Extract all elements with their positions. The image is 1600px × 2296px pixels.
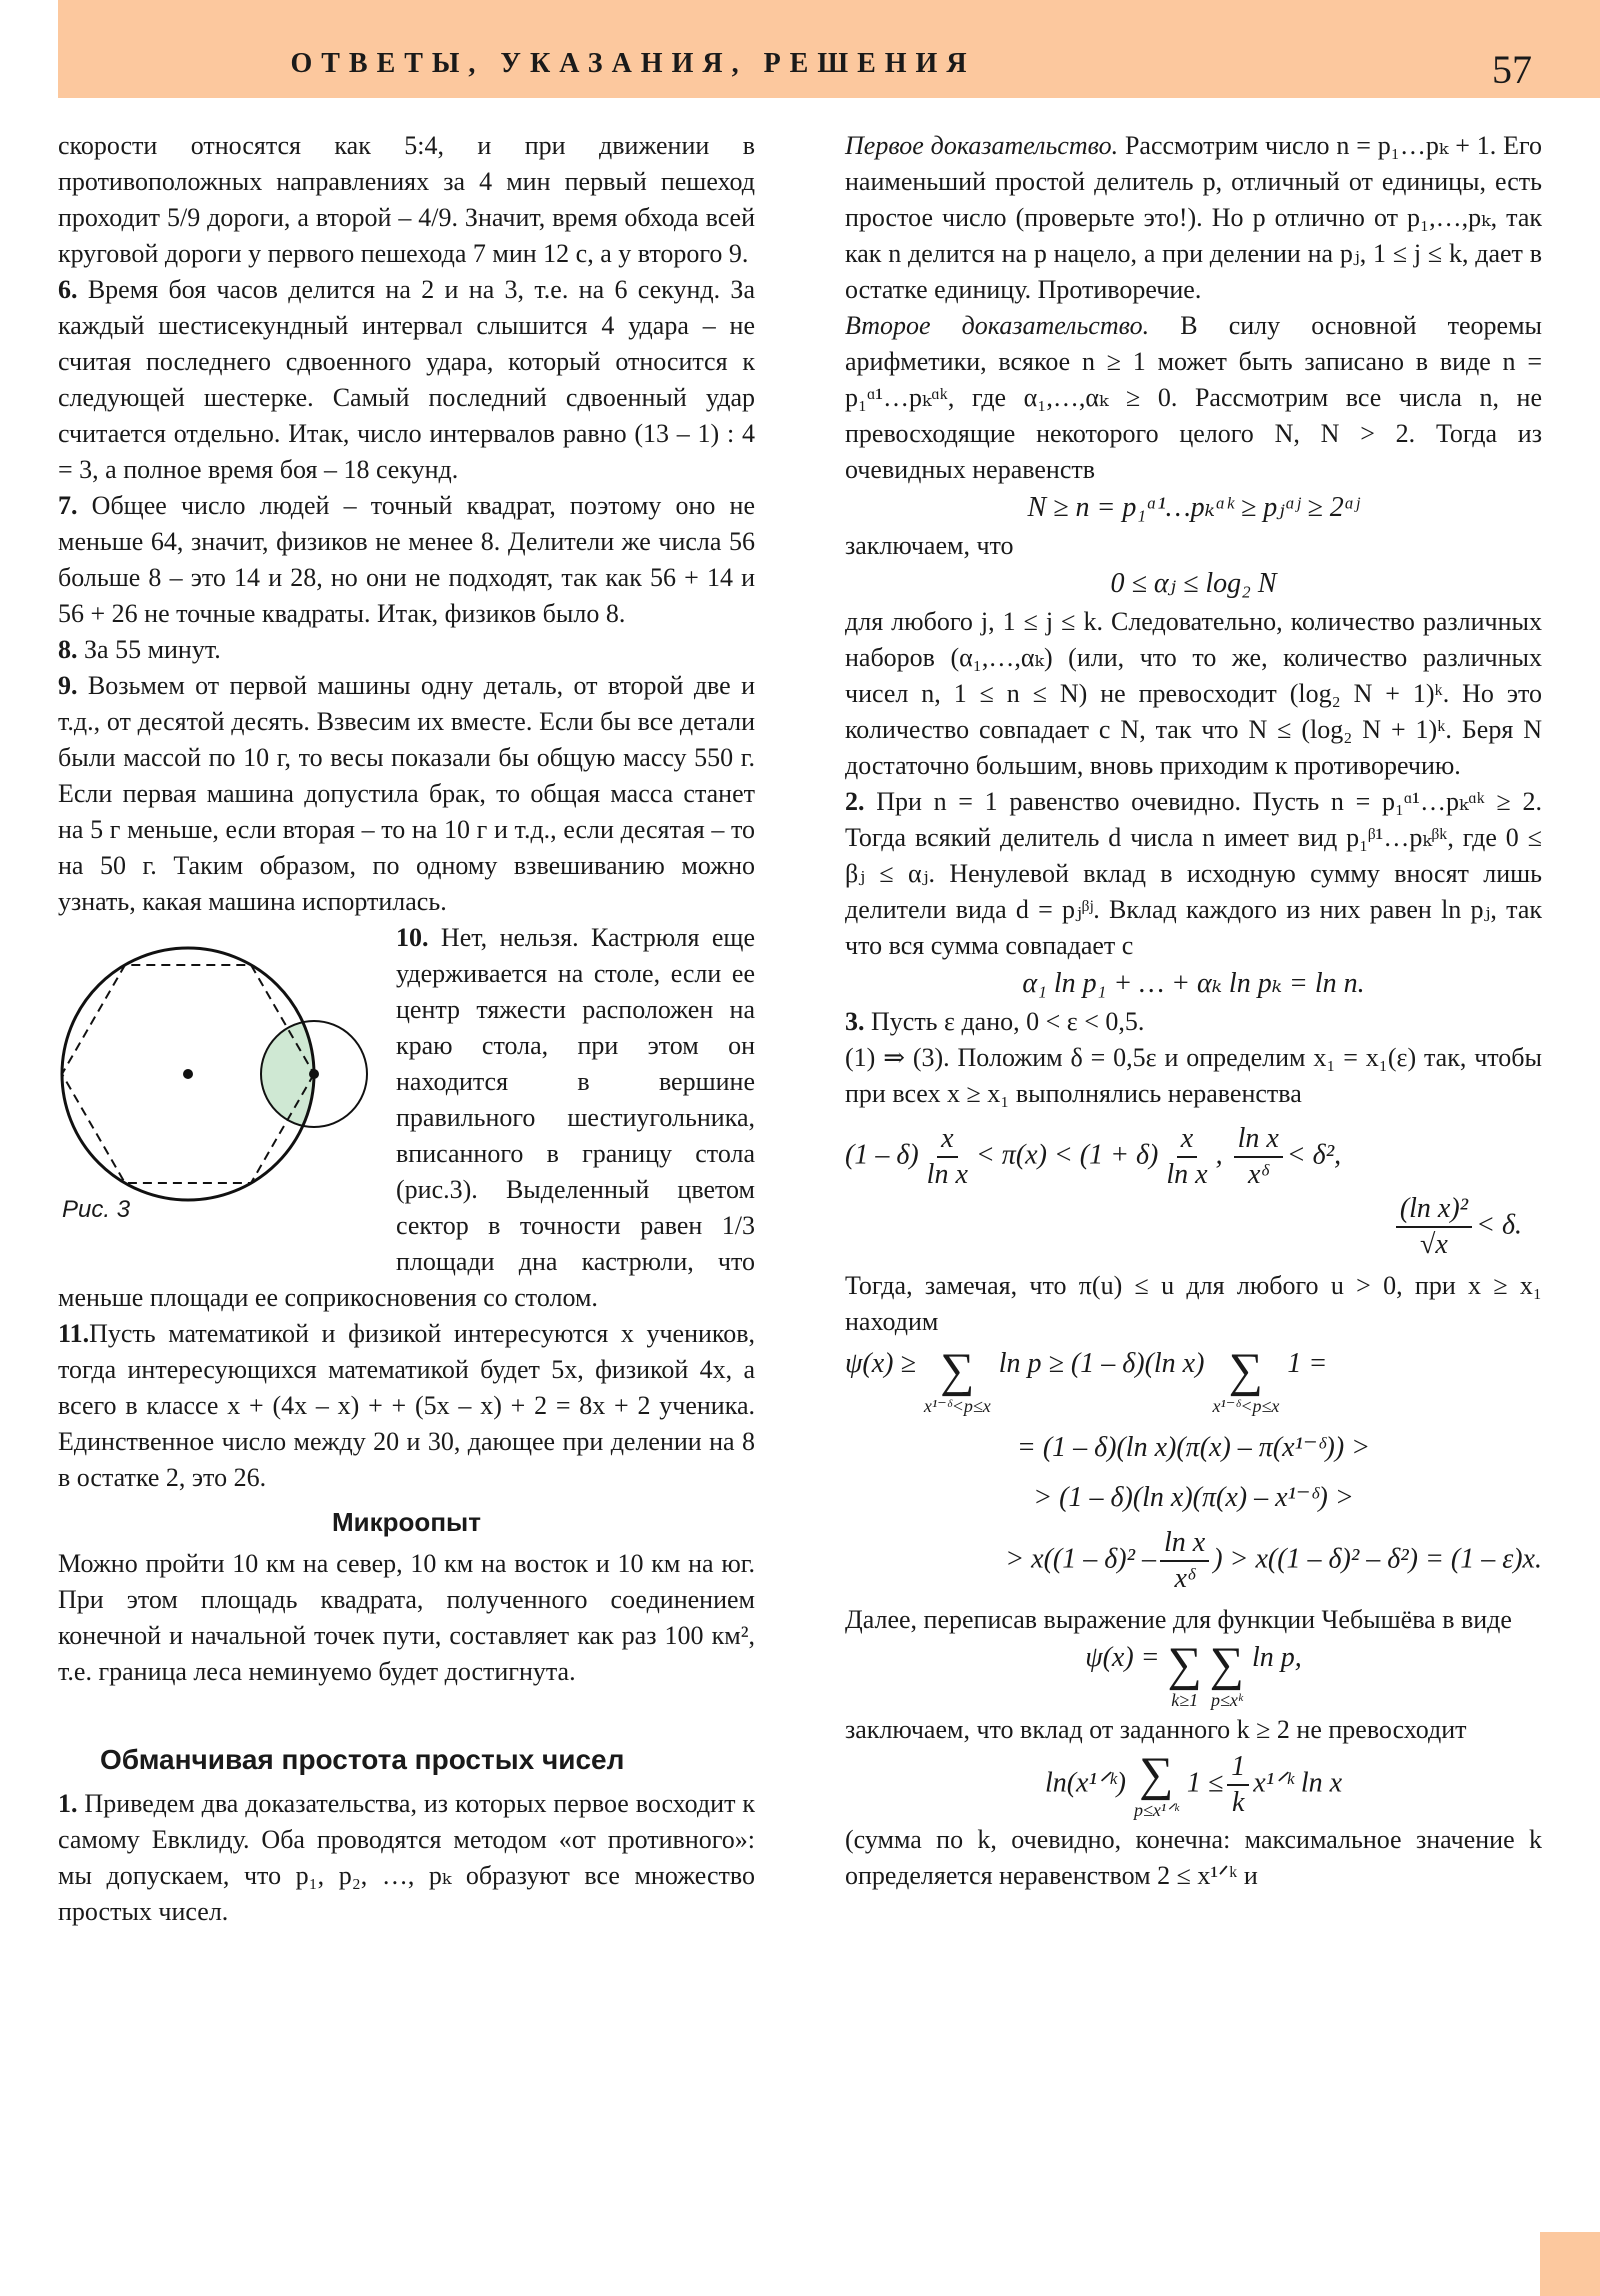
formula-contribution: ln(x¹ᐟᵏ) ∑ p≤x¹ᐟᵏ 1 ≤ $\frac{1}{k}$ x¹ᐟᵏ ln x [1044,1748,1343,1820]
formula: α₁ ln p₁ + … + αₖ ln pₖ = ln n. [1022,968,1365,999]
formula: N ≥ n = p₁ᵅ¹…pₖᵅᵏ ≥ pⱼᵅʲ ≥ 2ᵅʲ [1027,492,1360,523]
answer-primes-1: 1. Приведем два доказательства, из которых первое восходит к самому Евклиду. Оба проводятся методом «от противного»: мы допускаем, что p₁, p₂, …, pₖ образуют все множество простых чисел. [58,1789,755,1926]
table-center-dot [183,1069,193,1079]
second-proof: Второе доказательство. В силу основной теоремы арифметики, всякое n ≥ 1 может быть записано в виде n = p₁ᵅ¹…pₖᵅᵏ, где α₁,…,αₖ ≥ 0. Рассмотрим все числа n, не превосходящие некоторого целого N, N > 2. Тогда из очевидных неравенств [845,311,1542,484]
formula-psi-estimate: ψ(x) ≥ ∑ x¹⁻ᵟ<p≤x ln p ≥ (1 – δ)(ln x) ∑ x¹⁻ᵟ<p≤x 1 = [845,1344,1328,1416]
left-column [58,128,755,1930]
paragraph: (сумма по k, очевидно, конечна: максимальное значение k определяется неравенством 2 ≤ x¹ᐟᵏ и [845,1825,1542,1890]
answer-11: 11.Пусть математикой и физикой интересуются x учеников, тогда интересующихся математикой будет 5x, физикой 4x, а всего в классе x + (4x – x) + + (5x – x) + 2 = 8x + 2 ученика. Единственное число между 20 и 30, дающее при делении на 8 в остатке 2, это 26. [58,1319,755,1492]
answer-6: 6. Время боя часов делится на 2 и на 3, т.е. на 6 секунд. За каждый шестисекундный интервал слышится 4 удара – не считая последнего сдвоенного удара, который относится к следующей шестерке. Самый последний сдвоенный удар считается отдельно. Итак, число интервалов равно (13 – 1) : 4 = 3, а полное время боя – 18 секунд. [58,275,755,484]
section-heading-primes: Обманчивая простота простых чисел [100,1744,625,1775]
paragraph: для любого j, 1 ≤ j ≤ k. Следовательно, количество различных наборов (α₁,…,αₖ) (или, что то же, количество различных чисел n, 1 ≤ n ≤ N) не превосходит (log₂ N + 1)ᵏ. Но это количество совпадает с N, так что N ≤ (log₂ N + 1)ᵏ. Беря N достаточно большим, вновь приходим к противоречию. [845,607,1542,780]
paragraph: (1) ⇒ (3). Положим δ = 0,5ε и определим x₁ = x₁(ε) так, чтобы при всех x ≥ x₁ выполнялись неравенства [845,1043,1542,1108]
formula-final: > x((1 – δ)² – $\frac{\text{ln x}}{\text{xᵟ}}$ ) > x((1 – δ)² – δ²) = (1 – ε)x. [1005,1527,1542,1594]
formula-chebyshev: ψ(x) = ∑ k≥1 ∑ p≤xᵏ ln p, [1085,1638,1302,1710]
paragraph: Можно пройти 10 км на север, 10 км на восток и 10 км на юг. При этом площадь квадрата, полученного соединением конечной и начальной точек пути, составляет как раз 100 км², т.е. граница леса неминуемо будет достигнута. [58,1549,755,1686]
first-proof: Первое доказательство. Рассмотрим число n = p₁…pₖ + 1. Его наименьший простой делитель p, отличный от единицы, есть простое число (проверьте это!). Но p отлично от p₁,…,pₖ, так как n делится на p нацело, а при делении на pⱼ, 1 ≤ j ≤ k, дает в остатке единицу. Противоречие. [845,131,1542,304]
section-heading-microexperiment: Микроопыт [332,1507,481,1537]
formula: 0 ≤ αⱼ ≤ log₂ N [1110,568,1277,599]
paragraph: Тогда, замечая, что π(u) ≤ u для любого u > 0, при x ≥ x₁ находим [845,1271,1542,1336]
answer-primes-2: 2. При n = 1 равенство очевидно. Пусть n = p₁ᵅ¹…pₖᵅᵏ ≥ 2. Тогда всякий делитель d числа n имеет вид p₁ᵝ¹…pₖᵝᵏ, где 0 ≤ βⱼ ≤ αⱼ. Ненулевой вклад в исходную сумму вносят лишь делители вида d = pⱼᵝʲ. Вклад каждого из них равен ln pⱼ, так что вся сумма совпадает с [845,787,1542,960]
table-hexagon-diagram [58,924,384,1224]
formula-inequality-2: $\frac{\text{(ln x)²}}{√x}$ < δ. [845,1192,1542,1262]
corner-tab [1540,2232,1600,2296]
running-title: ОТВЕТЫ, УКАЗАНИЯ, РЕШЕНИЯ [290,48,976,79]
answer-9: 9. Возьмем от первой машины одну деталь, от второй две и т.д., от десятой десять. Взвесим их вместе. Если бы все детали были массой по 10 г, то весы показали бы общую массу 550 г. Если первая машина допустила брак, то общая масса станет на 5 г меньше, если вторая – то на 10 г и т.д., если десятая – то на 50 г. Таким образом, по одному взвешиванию можно узнать, какая машина испортилась. [58,671,755,916]
page-number: 57 [1492,47,1532,92]
figure-caption: Рис. 3 [62,1196,131,1223]
paragraph: заключаем, что [845,531,1014,560]
vertex-dot [309,1069,319,1079]
answer-8: 8. За 55 минут. [58,635,221,664]
paragraph: Далее, переписав выражение для функции Чебышёва в виде [845,1605,1512,1634]
paragraph: заключаем, что вклад от заданного k ≥ 2 не превосходит [845,1715,1467,1744]
right-column [845,128,1542,1894]
answer-10: Рис. 3 10. Нет, нельзя. Кастрюля еще удерживается на столе, если ее центр тяжести расположен на краю стола, при этом он находится в вершине правильного шестиугольника, вписанного в границу стола (рис.3). Выделенный цветом сектор в точности равен 1/3 площади дна кастрюли, что меньше площади ее соприкосновения со столом. [58,923,755,1312]
formula: > (1 – δ)(ln x)(π(x) – x¹⁻ᵟ) > [1033,1482,1354,1513]
figure-3 [58,924,384,1254]
formula: = (1 – δ)(ln x)(π(x) – π(x¹⁻ᵟ)) > [1016,1432,1371,1463]
page-header [58,0,1600,98]
answer-7: 7. Общее число людей – точный квадрат, поэтому оно не меньше 64, значит, физиков не менее 8. Делители же числа 56 больше 8 – это 14 и 28, но они не подходят, так как 56 + 14 и 56 + 26 не точные квадраты. Итак, физиков было 8. [58,491,755,628]
paragraph: скорости относятся как 5:4, и при движении в противоположных направлениях за 4 мин первый пешеход проходит 5/9 дороги, а второй – 4/9. Значит, время обхода всей круговой дороги у первого пешехода 7 мин 12 с, а у второго 9. [58,131,755,268]
formula-inequalities: (1 – δ) $\frac{x}{\text{ln x}}$ < π(x) < (1 + δ) $\frac{x}{\text{ln x}}$ , $\frac{\text{ln x}}{\text{xᵟ}}$ < δ², [845,1123,1342,1190]
answer-primes-3: 3. Пусть ε дано, 0 < ε < 0,5. [845,1007,1145,1036]
